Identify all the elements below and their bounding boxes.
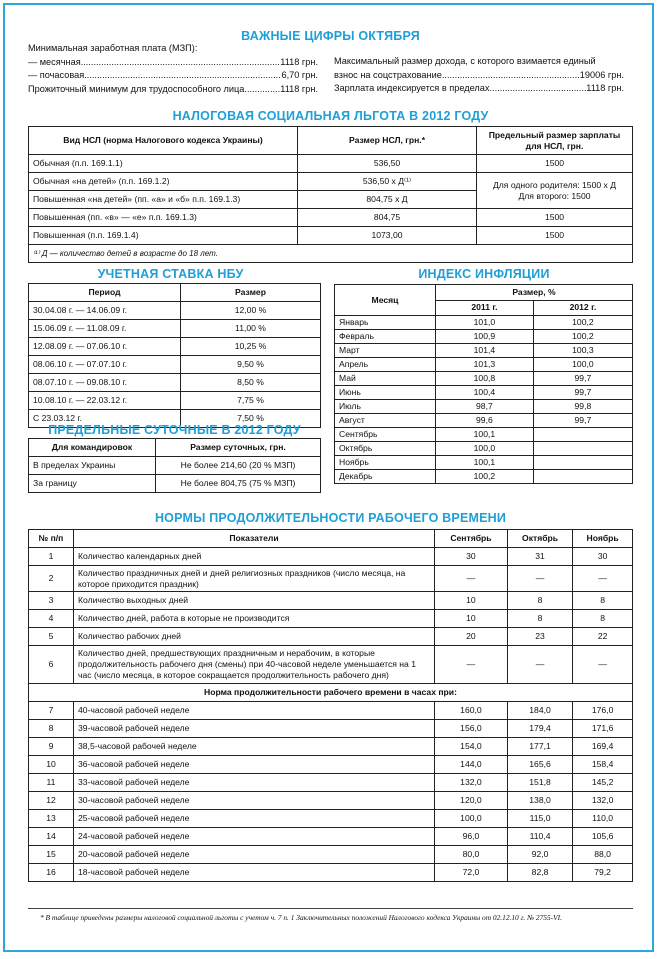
table-row: 12.08.09 г. — 07.06.10 г. 10,25 % [29, 338, 321, 356]
table-row: 7 40-часовой рабочей неделе 160,0 184,0 176,0 [29, 702, 633, 720]
inflation-table: Месяц Размер, % 2011 г. 2012 г. Январь 101,0 100,2 Февраль 100,9 100,2 Март 101,4 100,3 Апрель 101,3 100,0 Май 100,8 99,7 Июнь 100,4 99,7 Июль 98,7 99,8 Август 99,6 99,7 Сентябрь 100,1 Октябрь 100,0 Ноябрь 100,1 Декабрь 100,2 [334, 284, 633, 484]
important-right-line2-label: взнос на соцстрахование [334, 69, 442, 80]
table-row: В пределах Украины Не более 214,60 (20 % МЗП) [29, 457, 321, 475]
table-row: 5 Количество рабочих дней 20 23 22 [29, 628, 633, 646]
norms-title: НОРМЫ ПРОДОЛЖИТЕЛЬНОСТИ РАБОЧЕГО ВРЕМЕНИ [154, 511, 507, 525]
table-row: 12 30-часовой рабочей неделе 120,0 138,0 132,0 [29, 792, 633, 810]
table-row: Октябрь 100,0 [335, 442, 633, 456]
table-row: Сентябрь 100,1 [335, 428, 633, 442]
table-row: Апрель 101,3 100,0 [335, 358, 633, 372]
table-row: 2 Количество праздничных дней и дней религиозных праздников (число месяца, на которое приходится праздник) — — — [29, 566, 633, 592]
table-row: 1 Количество календарных дней 30 31 30 [29, 548, 633, 566]
important-right-line1: Максимальный размер дохода, с которого взимается единый [334, 56, 596, 66]
table-row: С 23.03.12 г. 7,50 % [29, 410, 321, 428]
table-row: Ноябрь 100,1 [335, 456, 633, 470]
important-title: ВАЖНЫЕ ЦИФРЫ ОКТЯБРЯ [241, 29, 420, 43]
table-row: Май 100,8 99,7 [335, 372, 633, 386]
table-row: Июнь 100,4 99,7 [335, 386, 633, 400]
nsl-table [28, 126, 633, 263]
important-right [334, 55, 624, 96]
table-row: 14 24-часовой рабочей неделе 96,0 110,4 105,6 [29, 828, 633, 846]
table-row: Август 99,6 99,7 [335, 414, 633, 428]
norms-table: № п/п Показатели Сентябрь Октябрь Ноябрь 1 Количество календарных дней 30 31 30 2 Количество праздничных дней и дней религиозных праздников (число месяца, на которое приходится праздник) — — — 3 Количество выходных дней 10 8 8 4 Количество дней, работа в которые не производится 10 8 8 5 Количество рабочих дней 20 23 22 6 Количество дней, предшествующих праздничным и нерабочим, в которые продолжительность рабочего дня (смены) при 40-часовой неделе уменьшается на 1 час (число месяца, в которое сокращается продолжительность рабочего дня) — — — Норма продолжительности рабочего времени в часах при: 7 40-часовой рабочей неделе 160,0 184,0 176,0 8 39-часовой рабочей неделе 156,0 179,4 171,6 9 38,5-часовой рабочей неделе 154,0 177,1 169,4 10 36-часовой рабочей неделе 144,0 165,6 158,4 11 33-часовой рабочей неделе 132,0 151,8 145,2 12 30-часовой рабочей неделе 120,0 138,0 132,0 13 25-часовой рабочей неделе 100,0 115,0 110,0 14 24-часовой рабочей неделе 96,0 110,4 105,6 15 20-часовой рабочей неделе 80,0 92,0 88,0 16 18-часовой рабочей неделе 72,0 82,8 79,2 [28, 529, 633, 882]
table-row: 11 33-часовой рабочей неделе 132,0 151,8 145,2 [29, 774, 633, 792]
table-row: 9 38,5-часовой рабочей неделе 154,0 177,1 169,4 [29, 738, 633, 756]
table-row: Декабрь 100,2 [335, 470, 633, 484]
table-row: 10.08.10 г. — 22.03.12 г. 7,75 % [29, 392, 321, 410]
important-right-line3-value: 1118 грн. [586, 83, 624, 93]
important-left-row: Минимальная заработная плата (МЗП): [28, 43, 198, 53]
table-row: Обычная «на детей» (п.п. 169.1.2) 536,50 х Д⁽¹⁾ Для одного родителя: 1500 х Д Для второго: 1500 [29, 173, 633, 191]
table-row [29, 684, 633, 702]
table-row: Февраль 100,9 100,2 [335, 330, 633, 344]
table-row: 15 20-часовой рабочей неделе 80,0 92,0 88,0 [29, 846, 633, 864]
nbu-table: Период Размер 30.04.08 г. — 14.06.09 г. 12,00 % 15.06.09 г. — 11.08.09 г. 11,00 % 12.08.09 г. — 07.06.10 г. 10,25 % 08.06.10 г. — 07.07.10 г. 9,50 % 08.07.10 г. — 09.08.10 г. 8,50 % 10.08.10 г. — 22.03.12 г. 7,75 % С 23.03.12 г. 7,50 % [28, 283, 321, 428]
table-row [29, 245, 633, 263]
inflation-title: ИНДЕКС ИНФЛЯЦИИ [418, 267, 550, 281]
daily-title: ПРЕДЕЛЬНЫЕ СУТОЧНЫЕ В 2012 ГОДУ [48, 423, 301, 437]
table-row: Обычная (п.п. 169.1.1) 536,50 1500 [29, 155, 633, 173]
important-right-line3-label: Зарплата индексируется в пределах [334, 83, 490, 93]
table-row: Январь 101,0 100,2 [335, 316, 633, 330]
table-row: Повышенная «на детей» (пп. «а» и «б» п.п. 169.1.3) 804,75 х Д [29, 191, 633, 209]
table-row: Повышенная (п.п. 169.1.4) 1073,00 1500 [29, 227, 633, 245]
important-left-row: — месячная ..... 1118 грн. [28, 56, 318, 70]
table-row: Июль 98,7 99,8 [335, 400, 633, 414]
important-left-row: Прожиточный минимум для трудоспособного лица ..... 1118 грн. [28, 83, 318, 97]
table-row: 8 39-часовой рабочей неделе 156,0 179,4 171,6 [29, 720, 633, 738]
footnote: * В таблице приведены размеры налоговой социальной льготы с учетом ч. 7 п. 1 Заключительных положений Налогового кодекса Украины от 02.12.10 г. № 2755-VI. [40, 913, 562, 922]
important-left-row: — почасовая ..... 6,70 грн. [28, 69, 318, 83]
important-right-line2-value: 19006 грн. [579, 69, 624, 80]
table-row: Март 101,4 100,3 [335, 344, 633, 358]
table-row: За границу Не более 804,75 (75 % МЗП) [29, 475, 321, 493]
table-row: 13 25-часовой рабочей неделе 100,0 115,0 110,0 [29, 810, 633, 828]
table-row: 3 Количество выходных дней 10 8 8 [29, 592, 633, 610]
nbu-title: УЧЕТНАЯ СТАВКА НБУ [97, 267, 244, 281]
table-row: 08.07.10 г. — 09.08.10 г. 8,50 % [29, 374, 321, 392]
table-row: 15.06.09 г. — 11.08.09 г. 11,00 % [29, 320, 321, 338]
nsl-header: Вид НСЛ (норма Налогового кодекса Украины) [29, 127, 298, 155]
nsl-header: Предельный размер зарплаты для НСЛ, грн. [477, 127, 633, 155]
table-row: 08.06.10 г. — 07.07.10 г. 9,50 % [29, 356, 321, 374]
nsl-merged-limit: Для одного родителя: 1500 х Д Для второго: 1500 [477, 173, 633, 209]
footnote-divider [28, 908, 633, 909]
table-row: 10 36-часовой рабочей неделе 144,0 165,6 158,4 [29, 756, 633, 774]
table-row: 30.04.08 г. — 14.06.09 г. 12,00 % [29, 302, 321, 320]
table-row: 4 Количество дней, работа в которые не производится 10 8 8 [29, 610, 633, 628]
daily-table: Для командировок Размер суточных, грн. В пределах Украины Не более 214,60 (20 % МЗП) За границу Не более 804,75 (75 % МЗП) [28, 438, 321, 493]
table-row: Повышенная (пп. «в» — «е» п.п. 169.1.3) 804,75 1500 [29, 209, 633, 227]
nsl-header: Размер НСЛ, грн.* [298, 127, 477, 155]
important-left [28, 42, 318, 96]
norms-subheader: Норма продолжительности рабочего времени в часах при: [29, 684, 633, 702]
table-row: 16 18-часовой рабочей неделе 72,0 82,8 79,2 [29, 864, 633, 882]
nsl-note: ⁽¹⁾ Д — количество детей в возрасте до 18 лет. [29, 245, 633, 263]
table-row: 6 Количество дней, предшествующих праздничным и нерабочим, в которые продолжительность рабочего дня (смены) при 40-часовой неделе уменьшается на 1 час (число месяца, в которое сокращается продолжительность рабочего дня) — — — [29, 646, 633, 684]
nsl-title: НАЛОГОВАЯ СОЦИАЛЬНАЯ ЛЬГОТА В 2012 ГОДУ [172, 109, 489, 123]
